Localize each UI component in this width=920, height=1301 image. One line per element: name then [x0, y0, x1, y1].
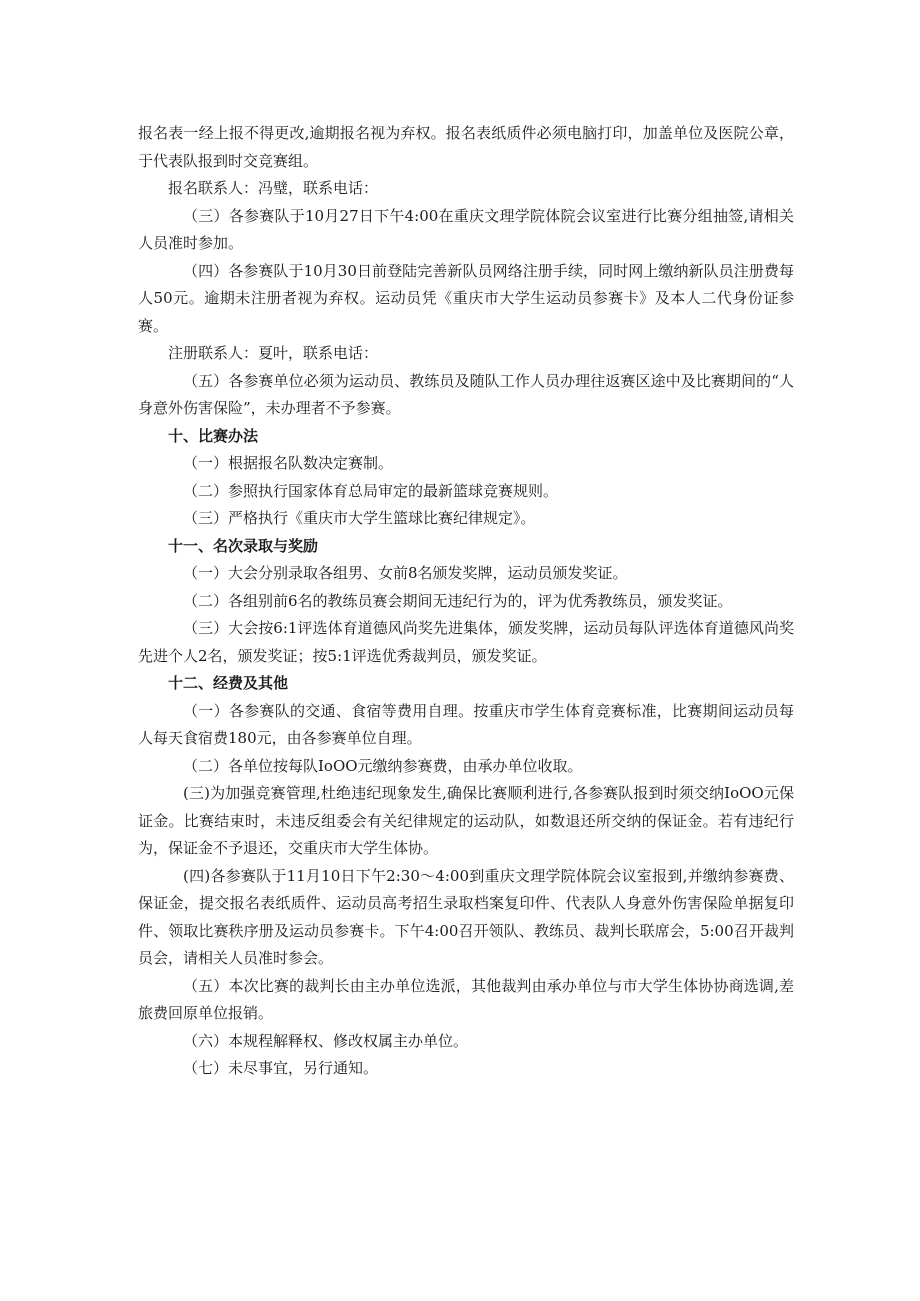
- body-paragraph: （一）各参赛队的交通、食宿等费用自理。按重庆市学生体育竞赛标准，比赛期间运动员每人每天食宿费180元，由各参赛单位自理。: [138, 701, 794, 747]
- section-heading: 十、比赛办法: [168, 426, 259, 445]
- body-paragraph: （六）本规程解释权、修改权属主办单位。: [183, 1031, 469, 1050]
- body-paragraph: （二）参照执行国家体育总局审定的最新篮球竞赛规则。: [183, 481, 559, 500]
- body-paragraph: （五）各参赛单位必须为运动员、教练员及随队工作人员办理往返赛区途中及比赛期间的“人身意外伤害保险”，未办理者不予参赛。: [138, 371, 794, 417]
- section-heading: 十一、名次录取与奖励: [168, 536, 319, 555]
- body-paragraph: （一）大会分别录取各组男、女前8名颁发奖牌，运动员颁发奖证。: [183, 564, 628, 582]
- body-paragraph: (四)各参赛队于11月10日下午2:30～4:00到重庆文理学院体院会议室报到,并缴纳参赛费、保证金，提交报名表纸质件、运动员高考招生录取档案复印件、代表队人身意外伤害保险单据复印件、领取比赛秩序册及运动员参赛卡。下午4:00召开领队、教练员、裁判长联席会，5:00召开裁判员会，请相关人员准时参会。: [138, 866, 794, 967]
- body-paragraph: （一）根据报名队数决定赛制。: [183, 454, 394, 472]
- body-paragraph: 注册联系人：夏叶，联系电话：: [168, 344, 379, 362]
- body-paragraph: （七）未尽事宜，另行通知。: [183, 1059, 379, 1077]
- body-paragraph: （二）各单位按每队IoOO元缴纳参赛费，由承办单位收取。: [183, 756, 583, 775]
- body-paragraph: （二）各组别前6名的教练员赛会期间无违纪行为的，评为优秀教练员，颁发奖证。: [183, 591, 733, 610]
- body-paragraph: （五）本次比赛的裁判长由主办单位选派，其他裁判由承办单位与市大学生体协协商选调,差旅费回原单位报销。: [138, 976, 794, 1022]
- body-paragraph: 报名联系人：冯璧，联系电话：: [168, 179, 379, 197]
- body-paragraph: （四）各参赛队于10月30日前登陆完善新队员网络注册手续，同时网上缴纳新队员注册费每人50元。逾期未注册者视为弃权。运动员凭《重庆市大学生运动员参赛卡》及本人二代身份证参赛。: [138, 261, 794, 335]
- body-paragraph: 报名表一经上报不得更改,逾期报名视为弃权。报名表纸质件必须电脑打印，加盖单位及医院公章，于代表队报到时交竞赛组。: [138, 124, 794, 170]
- document-body: [138, 120, 794, 1083]
- body-paragraph: (三)为加强竞赛管理,杜绝违纪现象发生,确保比赛顺利进行,各参赛队报到时须交纳IoOO元保证金。比赛结束时，未违反组委会有关纪律规定的运动队，如数退还所交纳的保证金。若有违纪行为，保证金不予退还，交重庆市大学生体协。: [138, 784, 794, 857]
- section-heading: 十二、经费及其他: [168, 674, 289, 692]
- body-paragraph: （三）严格执行《重庆市大学生篮球比赛纪律规定》。: [183, 509, 536, 527]
- body-paragraph: （三）大会按6:1评选体育道德风尚奖先进集体，颁发奖牌，运动员每队评选体育道德风尚奖先进个人2名，颁发奖证；按5:1评选优秀裁判员，颁发奖证。: [138, 619, 794, 665]
- body-paragraph: （三）各参赛队于10月27日下午4:00在重庆文理学院体院会议室进行比赛分组抽签,请相关人员准时参加。: [138, 206, 794, 252]
